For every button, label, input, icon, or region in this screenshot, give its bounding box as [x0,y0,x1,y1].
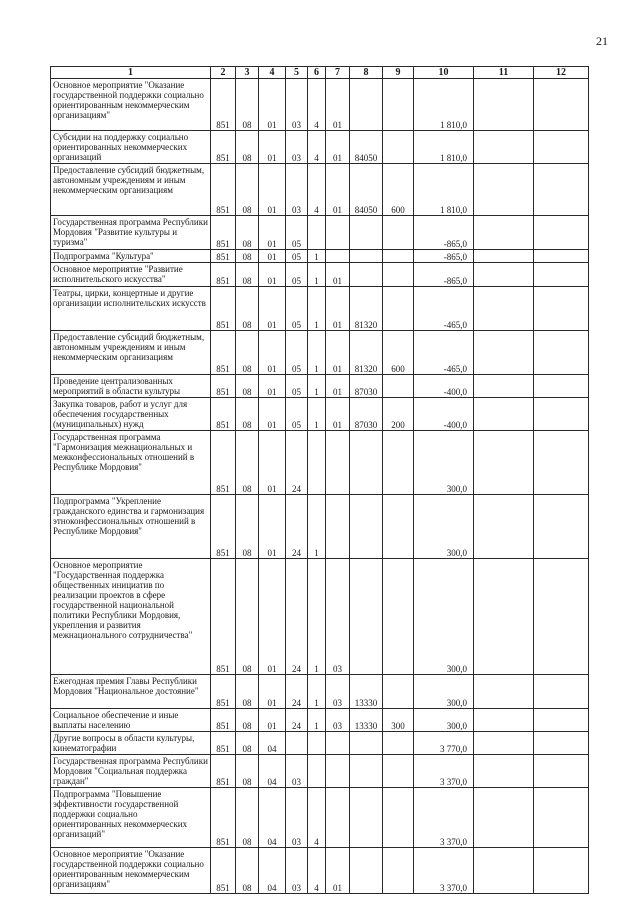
code-cell: 1 [308,375,326,398]
amount-cell [474,263,534,287]
code-cell: 1 [308,675,326,709]
amount-cell [534,431,589,495]
code-cell: 03 [286,755,308,788]
code-cell: 01 [259,131,286,164]
code-cell [350,495,383,559]
code-cell [383,431,414,495]
code-cell [383,79,414,131]
code-cell: 24 [286,709,308,732]
code-cell: 24 [286,431,308,495]
code-cell: 01 [326,375,350,398]
row-name: Ежегодная премия Главы Республики Мордовия "Национальное достояние" [51,675,211,709]
code-cell: 4 [308,848,326,894]
column-header: 3 [236,67,259,79]
table-row [51,495,589,559]
amount-cell [534,675,589,709]
amount-cell: 1 810,0 [414,79,474,131]
amount-cell: 300,0 [414,495,474,559]
amount-cell [534,559,589,675]
amount-cell [474,431,534,495]
amount-cell: -465,0 [414,287,474,331]
code-cell [326,431,350,495]
code-cell: 01 [326,79,350,131]
row-name: Государственная программа "Гармонизация межнациональных и межконфессиональных отношений в Республике Мордовия" [51,431,211,495]
code-cell: 08 [236,164,259,216]
amount-cell [534,788,589,848]
code-cell: 851 [211,788,236,848]
code-cell [350,559,383,675]
code-cell: 08 [236,431,259,495]
code-cell: 05 [286,263,308,287]
code-cell: 03 [326,709,350,732]
code-cell [383,732,414,755]
amount-cell [534,287,589,331]
code-cell: 24 [286,559,308,675]
code-cell: 08 [236,732,259,755]
code-cell: 01 [259,495,286,559]
table-row [51,559,589,675]
amount-cell: -465,0 [414,331,474,375]
code-cell: 05 [286,375,308,398]
code-cell: 04 [259,788,286,848]
code-cell: 05 [286,398,308,431]
code-cell: 01 [326,131,350,164]
code-cell: 04 [259,732,286,755]
code-cell: 851 [211,559,236,675]
row-name: Подпрограмма "Повышение эффективности государственной поддержки социально ориентированных некоммерческих организаций" [51,788,211,848]
table-row [51,848,589,894]
column-header: 12 [534,67,589,79]
code-cell: 08 [236,79,259,131]
amount-cell [474,216,534,250]
code-cell: 03 [286,164,308,216]
amount-cell [534,732,589,755]
code-cell [326,755,350,788]
amount-cell [474,848,534,894]
code-cell [350,216,383,250]
code-cell [350,848,383,894]
table-row [51,79,589,131]
code-cell [350,755,383,788]
column-header: 7 [326,67,350,79]
code-cell: 08 [236,398,259,431]
amount-cell [534,331,589,375]
code-cell: 03 [286,788,308,848]
amount-cell [534,164,589,216]
code-cell: 03 [326,559,350,675]
code-cell: 4 [308,164,326,216]
row-name: Социальное обеспечение и иные выплаты населению [51,709,211,732]
table-row [51,709,589,732]
code-cell: 01 [259,263,286,287]
code-cell [383,675,414,709]
amount-cell: -865,0 [414,216,474,250]
code-cell [383,375,414,398]
code-cell [326,495,350,559]
code-cell [326,250,350,263]
amount-cell: 1 810,0 [414,131,474,164]
row-name: Основное мероприятие "Оказание государственной поддержки социально ориентированным некоммерческим организациям" [51,79,211,131]
code-cell: 851 [211,250,236,263]
code-cell: 01 [259,375,286,398]
code-cell [383,263,414,287]
code-cell [383,848,414,894]
amount-cell [474,164,534,216]
code-cell: 03 [286,848,308,894]
amount-cell: -400,0 [414,375,474,398]
code-cell: 01 [326,848,350,894]
code-cell: 851 [211,732,236,755]
code-cell [350,79,383,131]
code-cell: 01 [259,675,286,709]
amount-cell [474,398,534,431]
code-cell: 04 [259,755,286,788]
row-name: Государственная программа Республики Мордовия "Развитие культуры и туризма" [51,216,211,250]
code-cell: 01 [259,164,286,216]
table-row [51,250,589,263]
code-cell: 81320 [350,331,383,375]
code-cell [350,431,383,495]
table-row [51,375,589,398]
code-cell: 851 [211,164,236,216]
code-cell: 84050 [350,164,383,216]
table-row [51,788,589,848]
column-header: 6 [308,67,326,79]
table-row [51,216,589,250]
code-cell: 08 [236,848,259,894]
code-cell: 4 [308,788,326,848]
amount-cell: 3 370,0 [414,788,474,848]
code-cell [383,495,414,559]
row-name: Основное мероприятие "Развитие исполнительского искусства" [51,263,211,287]
code-cell [308,732,326,755]
amount-cell [474,79,534,131]
amount-cell: -865,0 [414,250,474,263]
code-cell: 851 [211,375,236,398]
row-name: Субсидии на поддержку социально ориентированных некоммерческих организаций [51,131,211,164]
code-cell [308,755,326,788]
code-cell: 01 [259,709,286,732]
code-cell: 05 [286,250,308,263]
row-name: Предоставление субсидий бюджетным, автономным учреждениям и иным некоммерческим организациям [51,331,211,375]
amount-cell [474,709,534,732]
code-cell: 08 [236,216,259,250]
table-row [51,287,589,331]
amount-cell: -865,0 [414,263,474,287]
code-cell: 08 [236,375,259,398]
code-cell: 01 [326,263,350,287]
amount-cell: 300,0 [414,431,474,495]
amount-cell: -400,0 [414,398,474,431]
code-cell [383,250,414,263]
code-cell: 851 [211,131,236,164]
table-row [51,331,589,375]
code-cell: 01 [326,287,350,331]
code-cell [350,788,383,848]
code-cell: 05 [286,216,308,250]
code-cell: 08 [236,559,259,675]
code-cell: 87030 [350,375,383,398]
amount-cell [474,675,534,709]
code-cell [286,732,308,755]
code-cell: 08 [236,788,259,848]
code-cell [350,263,383,287]
code-cell: 300 [383,709,414,732]
code-cell: 01 [259,431,286,495]
code-cell [383,559,414,675]
code-cell: 1 [308,398,326,431]
column-header: 5 [286,67,308,79]
code-cell: 1 [308,263,326,287]
amount-cell: 1 810,0 [414,164,474,216]
table-row [51,755,589,788]
code-cell: 24 [286,675,308,709]
table-row [51,732,589,755]
row-name: Государственная программа Республики Мордовия "Социальная поддержка граждан" [51,755,211,788]
code-cell: 4 [308,131,326,164]
table-row [51,164,589,216]
amount-cell [534,495,589,559]
code-cell: 08 [236,263,259,287]
code-cell: 08 [236,755,259,788]
column-header: 8 [350,67,383,79]
amount-cell [534,250,589,263]
row-name: Проведение централизованных мероприятий в области культуры [51,375,211,398]
code-cell: 05 [286,331,308,375]
code-cell: 851 [211,755,236,788]
code-cell: 01 [326,164,350,216]
code-cell [350,732,383,755]
code-cell: 03 [286,131,308,164]
column-header: 9 [383,67,414,79]
column-header: 1 [51,67,211,79]
code-cell: 81320 [350,287,383,331]
code-cell: 851 [211,848,236,894]
table-row [51,263,589,287]
row-name: Подпрограмма "Укрепление гражданского единства и гармонизация этноконфессиональных отношений в Республике Мордовия" [51,495,211,559]
code-cell [326,216,350,250]
row-name: Закупка товаров, работ и услуг для обеспечения государственных (муниципальных) нужд [51,398,211,431]
code-cell: 08 [236,709,259,732]
code-cell: 13330 [350,675,383,709]
row-name: Театры, цирки, концертные и другие организации исполнительских искусств [51,287,211,331]
column-header: 2 [211,67,236,79]
amount-cell: 300,0 [414,709,474,732]
code-cell [308,216,326,250]
code-cell: 01 [259,216,286,250]
code-cell: 851 [211,431,236,495]
code-cell: 08 [236,287,259,331]
amount-cell [534,263,589,287]
table-row [51,431,589,495]
amount-cell [534,79,589,131]
code-cell: 4 [308,79,326,131]
amount-cell: 3 370,0 [414,755,474,788]
amount-cell [534,755,589,788]
code-cell: 08 [236,250,259,263]
code-cell: 01 [259,398,286,431]
code-cell [350,250,383,263]
code-cell: 851 [211,79,236,131]
header-row [51,67,589,79]
amount-cell [474,559,534,675]
row-name: Основное мероприятие "Государственная поддержка общественных инициатив по реализации проектов в сфере государственной национальной политики Республики Мордовия, укрепления и развития межнационального сотрудничества" [51,559,211,675]
table-row [51,398,589,431]
row-name: Основное мероприятие "Оказание государственной поддержки социально ориентированным некоммерческим организациям" [51,848,211,894]
code-cell: 01 [259,79,286,131]
code-cell: 08 [236,331,259,375]
amount-cell [474,287,534,331]
code-cell [383,755,414,788]
code-cell [383,788,414,848]
code-cell: 851 [211,331,236,375]
code-cell: 01 [326,398,350,431]
code-cell [326,732,350,755]
code-cell: 13330 [350,709,383,732]
amount-cell: 300,0 [414,559,474,675]
code-cell: 1 [308,331,326,375]
code-cell: 1 [308,495,326,559]
table-row [51,131,589,164]
code-cell: 84050 [350,131,383,164]
row-name: Подпрограмма "Культура" [51,250,211,263]
code-cell: 851 [211,216,236,250]
amount-cell [474,732,534,755]
code-cell: 24 [286,495,308,559]
code-cell: 05 [286,287,308,331]
amount-cell: 300,0 [414,675,474,709]
amount-cell [534,131,589,164]
code-cell: 03 [286,79,308,131]
code-cell [326,788,350,848]
code-cell: 600 [383,331,414,375]
code-cell [383,287,414,331]
table-row [51,675,589,709]
code-cell: 01 [259,287,286,331]
amount-cell [534,216,589,250]
code-cell: 08 [236,675,259,709]
code-cell: 08 [236,131,259,164]
amount-cell: 3 770,0 [414,732,474,755]
amount-cell [534,398,589,431]
code-cell: 851 [211,287,236,331]
code-cell [383,131,414,164]
code-cell: 1 [308,250,326,263]
code-cell: 600 [383,164,414,216]
amount-cell [474,375,534,398]
page-number: 21 [596,34,608,48]
code-cell: 1 [308,559,326,675]
amount-cell [474,250,534,263]
code-cell: 851 [211,263,236,287]
code-cell [383,216,414,250]
amount-cell [474,131,534,164]
column-header: 11 [474,67,534,79]
row-name: Предоставление субсидий бюджетным, автономным учреждениям и иным некоммерческим организациям [51,164,211,216]
amount-cell [534,848,589,894]
amount-cell [474,495,534,559]
amount-cell [534,709,589,732]
code-cell: 01 [259,559,286,675]
code-cell: 03 [326,675,350,709]
code-cell: 04 [259,848,286,894]
code-cell [308,431,326,495]
code-cell: 851 [211,675,236,709]
budget-table [50,66,589,894]
code-cell: 851 [211,398,236,431]
code-cell: 1 [308,287,326,331]
code-cell: 1 [308,709,326,732]
row-name: Другие вопросы в области культуры, кинематографии [51,732,211,755]
code-cell: 01 [259,331,286,375]
code-cell: 08 [236,495,259,559]
code-cell: 851 [211,709,236,732]
code-cell: 851 [211,495,236,559]
code-cell: 87030 [350,398,383,431]
column-header: 4 [259,67,286,79]
code-cell: 01 [259,250,286,263]
column-header: 10 [414,67,474,79]
code-cell: 01 [326,331,350,375]
amount-cell [474,755,534,788]
amount-cell [474,788,534,848]
amount-cell [474,331,534,375]
amount-cell: 3 370,0 [414,848,474,894]
code-cell: 200 [383,398,414,431]
amount-cell [534,375,589,398]
